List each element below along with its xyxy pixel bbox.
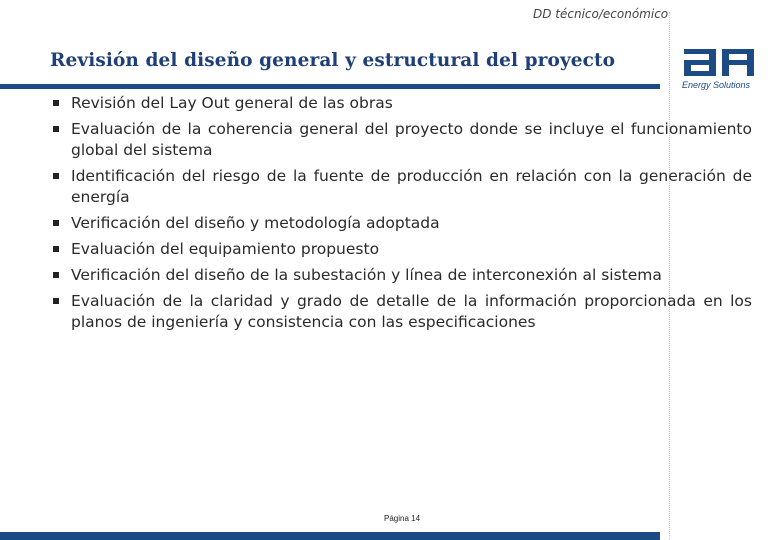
list-item [50, 166, 752, 208]
list-item-text: Evaluación del equipamiento propuesto [71, 240, 380, 258]
list-item-text: Evaluación de la coherencia general del proyecto donde se incluye el funcionamiento global del sistema [71, 120, 752, 159]
header-tag: DD técnico/económico [533, 7, 669, 21]
logo-tagline: Energy Solutions [682, 80, 751, 90]
footer-bar [0, 532, 660, 540]
bullet-icon [53, 100, 59, 106]
list-item [50, 239, 752, 260]
bullet-icon [53, 126, 59, 132]
bullet-icon [53, 246, 59, 252]
list-item [50, 213, 752, 234]
page-number: Página 14 [384, 514, 421, 523]
page-title: Revisión del diseño general y estructural del proyecto [50, 50, 616, 71]
list-item [50, 291, 752, 333]
bullet-list [50, 93, 752, 338]
list-item [50, 119, 752, 161]
list-item-text: Verificación del diseño y metodología adoptada [71, 214, 440, 232]
bullet-icon [53, 173, 59, 179]
list-item [50, 93, 752, 114]
list-item [50, 265, 752, 286]
bullet-icon [53, 272, 59, 278]
list-item-text: Identificación del riesgo de la fuente de producción en relación con la generación de energía [71, 167, 752, 206]
list-item-text: Evaluación de la claridad y grado de detalle de la información proporcionada en los planos de ingeniería y consistencia con las especificaciones [71, 292, 752, 331]
bullet-icon [53, 298, 59, 304]
list-item-text: Verificación del diseño de la subestación y línea de interconexión al sistema [71, 266, 662, 284]
bullet-icon [53, 220, 59, 226]
title-underline [0, 84, 660, 89]
list-item-text: Revisión del Lay Out general de las obras [71, 94, 393, 112]
